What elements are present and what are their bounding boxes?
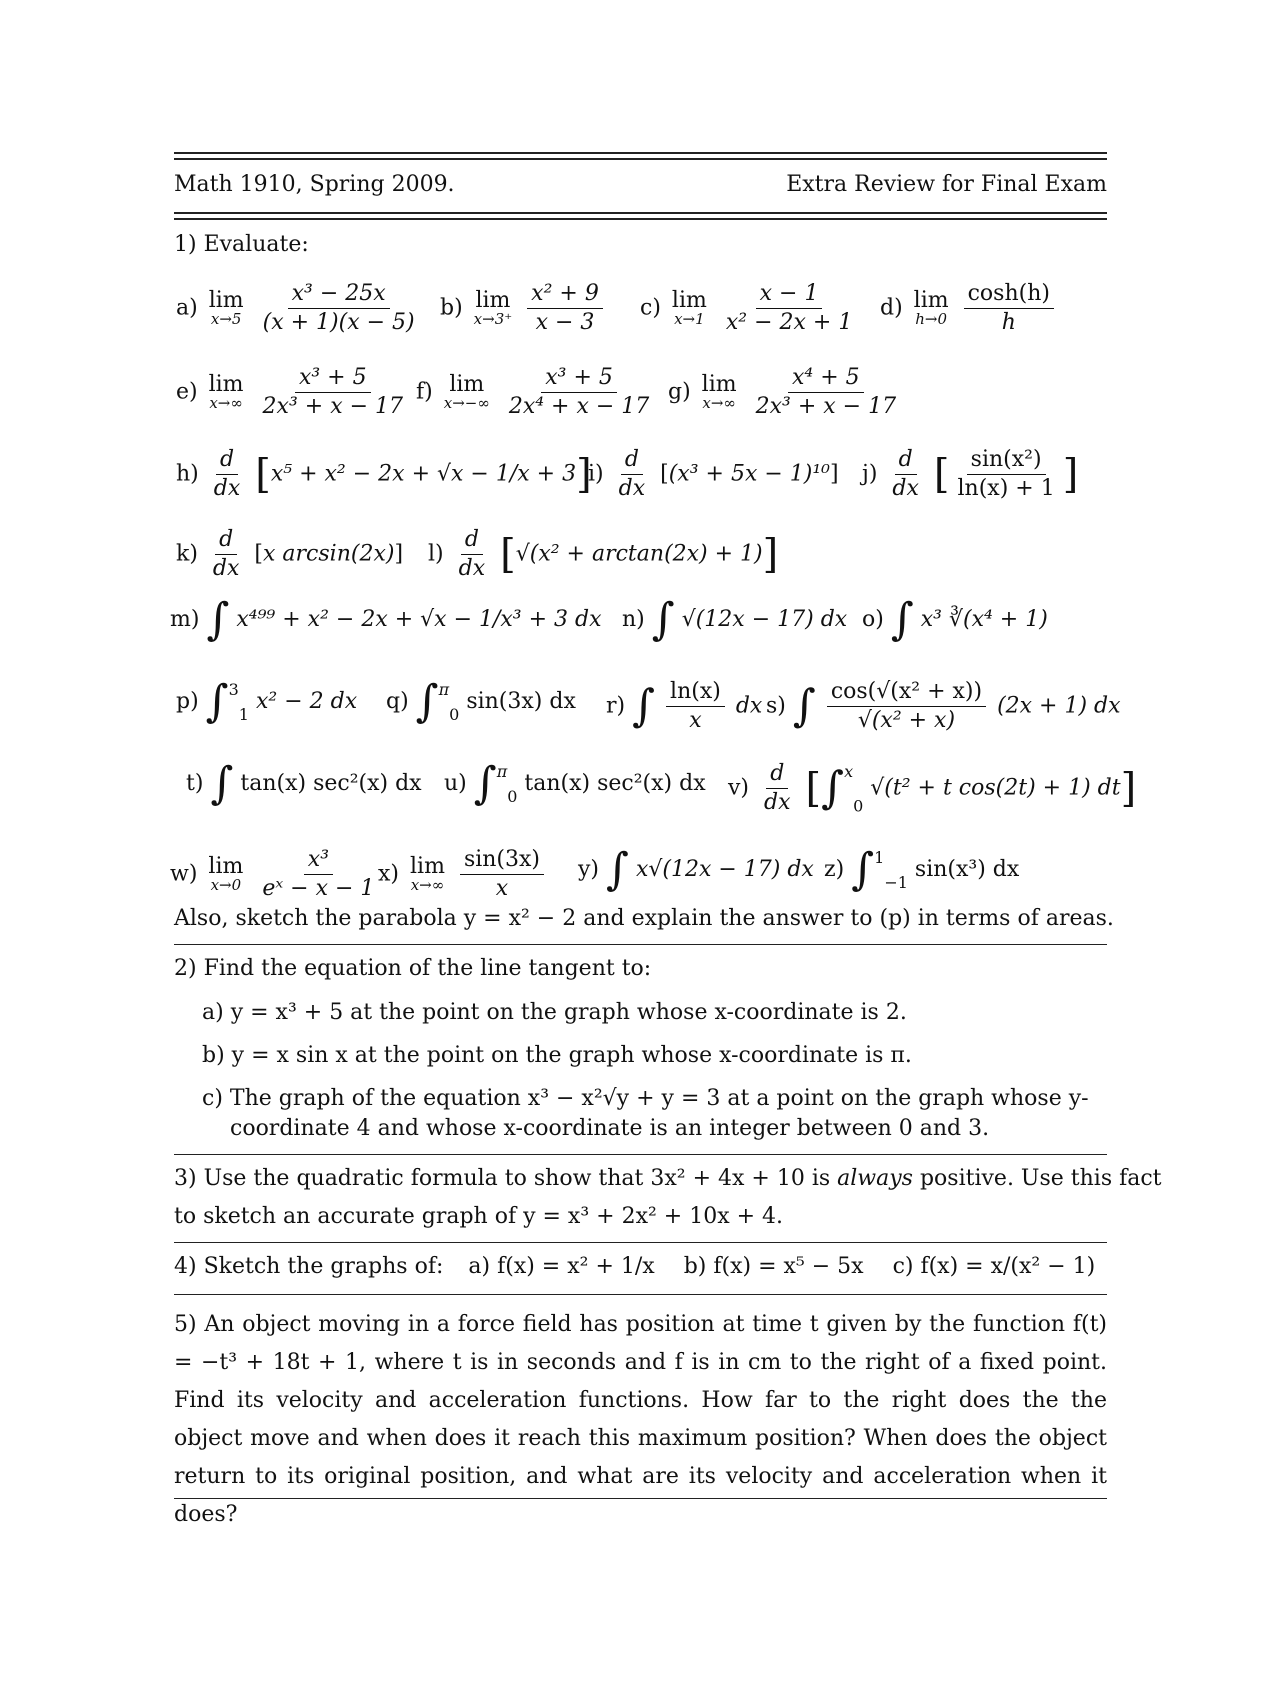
- lower-limit: 1: [238, 705, 249, 724]
- integral-sign: ∫: [821, 762, 845, 814]
- item-label: j): [862, 461, 878, 487]
- header-rule-bottom: [174, 212, 1107, 214]
- expression: x arcsin(2x): [263, 541, 395, 567]
- expression: sin(3x) dx: [466, 689, 576, 714]
- q1-x: [378, 848, 548, 901]
- item-label: h): [176, 461, 199, 487]
- differential: dx: [735, 693, 763, 719]
- item-label: m): [170, 607, 200, 632]
- expression: √(t² + t cos(2t) + 1) dt: [870, 775, 1121, 801]
- q2-c-line2: coordinate 4 and whose x-coordinate is an integer between 0 and 3.: [230, 1116, 990, 1141]
- q1-q: [386, 676, 576, 727]
- item-label: l): [428, 541, 444, 567]
- item-label: b): [440, 295, 463, 321]
- q1-j: j) $\frac{d}{dx}$ [ $\frac{\text{sin(x²)}}{\ln(x) + 1}$ ]: [862, 447, 1079, 502]
- item-label: n): [622, 607, 645, 632]
- limit: lim x→1: [671, 288, 707, 329]
- upper-limit: π: [496, 762, 508, 781]
- item-label: z): [824, 857, 845, 882]
- integral-sign: ∫: [792, 680, 816, 732]
- integral-sign: ∫: [473, 758, 497, 809]
- q2-a: a) y = x³ + 5 at the point on the graph whose x-coordinate is 2.: [202, 1000, 907, 1025]
- expression: (x³ + 5x − 1)¹⁰: [668, 461, 830, 487]
- integral-sign: ∫: [210, 758, 234, 809]
- q1-also: Also, sketch the parabola y = x² − 2 and explain the answer to (p) in terms of areas.: [174, 906, 1114, 931]
- integral-sign: ∫: [606, 844, 629, 895]
- integral-sign: ∫: [206, 594, 230, 645]
- q1-e: [176, 366, 411, 419]
- fraction: $\frac{\cosh(h)}{h}$: [964, 282, 1054, 335]
- item-label: s): [766, 693, 786, 719]
- limit: lim x→∞: [208, 372, 244, 413]
- fraction: $\frac{\text{x² + 9}}{x - 3}$: [527, 282, 603, 335]
- expression: x⁵ + x² − 2x + √x − 1/x + 3: [270, 461, 577, 487]
- q1-heading: 1) Evaluate:: [174, 232, 309, 257]
- derivative-operator: $\frac{d}{dx}$: [892, 447, 919, 502]
- q1-s: [766, 680, 1121, 733]
- q2-c-line1: c) The graph of the equation x³ − x²√y + y = 3 at a point on the graph whose y-: [202, 1086, 1089, 1111]
- lower-limit: 0: [507, 787, 518, 806]
- document-title: Extra Review for Final Exam: [786, 172, 1107, 197]
- expression: tan(x) sec²(x) dx: [240, 771, 422, 796]
- q2-heading: 2) Find the equation of the line tangent to:: [174, 956, 652, 981]
- q1-g: [668, 366, 904, 419]
- item-label: v): [728, 775, 750, 801]
- lower-limit: −1: [884, 873, 908, 892]
- item-label: k): [176, 541, 198, 567]
- q1-c: [640, 282, 860, 335]
- expression: √(12x − 17) dx: [681, 607, 848, 632]
- q1-w: [170, 848, 382, 901]
- upper-limit: 1: [874, 848, 885, 867]
- derivative-operator: $\frac{d}{dx}$: [213, 447, 241, 502]
- item-label: t): [186, 771, 204, 796]
- upper-limit: π: [438, 680, 450, 699]
- item-label: o): [862, 607, 884, 632]
- limit: lim x→5: [208, 288, 244, 329]
- integral-sign: ∫: [851, 844, 875, 895]
- fraction: $\frac{\text{x⁴ + 5}}{\text{2x³ + x − 17}}$: [755, 365, 897, 420]
- fraction: $\frac{\sin(3x)}{x}$: [460, 848, 544, 901]
- lower-limit: 0: [449, 705, 460, 724]
- section-rule: [174, 1498, 1107, 1499]
- header-rule-bottom-2: [174, 218, 1107, 220]
- q2-b: b) y = x sin x at the point on the graph whose x-coordinate is π.: [202, 1043, 912, 1068]
- fraction: $\frac{\ln(x)}{x}$: [666, 680, 725, 733]
- q1-z: [824, 844, 1020, 895]
- q1-n: [622, 594, 848, 645]
- fraction: $\frac{\text{cos(√(x² + x))}}{\text{√(x² + x)}}$: [827, 680, 986, 733]
- limit: lim x→0: [208, 854, 244, 895]
- fraction: $\frac{\text{x³ + 5}}{\text{2x⁴ + x − 17}}$: [508, 365, 650, 420]
- item-label: r): [606, 693, 626, 719]
- expression: x√(12x − 17) dx: [635, 857, 814, 882]
- expression: (2x + 1) dx: [997, 693, 1121, 719]
- expression: sin(x³) dx: [914, 857, 1020, 882]
- q1-f: [416, 366, 657, 419]
- q4-line: [174, 1254, 1095, 1279]
- q1-p: [176, 676, 358, 727]
- course-title: Math 1910, Spring 2009.: [174, 172, 455, 197]
- section-rule: [174, 1154, 1107, 1155]
- item-label: y): [578, 857, 600, 882]
- q1-r: [606, 680, 762, 733]
- q1-i: i) $\frac{d}{dx}$ [(x³ + 5x − 1)¹⁰]: [588, 447, 839, 502]
- lower-limit: 0: [853, 796, 864, 816]
- q1-v: v) $\frac{d}{dx}$ [∫$^x$0 √(t² + t cos(2t) + 1) dt]: [728, 761, 1137, 816]
- fraction: $\frac{\text{sin(x²)}}{\ln(x) + 1}$: [957, 447, 1055, 502]
- expression: √(x² + arctan(2x) + 1): [515, 541, 763, 567]
- item-label: p): [176, 689, 199, 714]
- item-label: c): [640, 295, 661, 321]
- fraction: $\frac{\text{x³ + 5}}{\text{2x³ + x − 17}}$: [262, 365, 404, 420]
- fraction: $\frac{x - 1}{\text{x² − 2x + 1}}$: [725, 281, 853, 336]
- upper-limit: x: [844, 762, 854, 781]
- limit: lim h→0: [913, 288, 949, 329]
- section-rule: [174, 944, 1107, 945]
- item-label: i): [588, 461, 604, 487]
- q1-d: [880, 282, 1058, 335]
- integral-sign: ∫: [651, 594, 675, 645]
- derivative-operator: $\frac{d}{dx}$: [764, 761, 791, 816]
- q1-h: h) $\frac{d}{dx}$ [x⁵ + x² − 2x + √x − 1/x + 3]: [176, 447, 592, 502]
- q4-c: c) f(x) = x/(x² − 1): [892, 1254, 1096, 1279]
- item-label: f): [416, 379, 433, 405]
- item-label: e): [176, 379, 198, 405]
- q1-t: [186, 758, 422, 809]
- upper-limit: 3: [228, 680, 239, 699]
- q1-l: l) $\frac{d}{dx}$ [√(x² + arctan(2x) + 1)]: [428, 527, 779, 582]
- integral-sign: ∫: [632, 680, 656, 732]
- q1-y: [578, 844, 814, 895]
- section-rule: [174, 1294, 1107, 1295]
- limit: lim x→3⁺: [473, 288, 513, 329]
- q1-u: [444, 758, 706, 809]
- item-label: g): [668, 379, 691, 405]
- q1-k: k) $\frac{d}{dx}$ [x arcsin(2x)]: [176, 527, 404, 582]
- integral-sign: ∫: [890, 594, 914, 645]
- expression: tan(x) sec²(x) dx: [524, 771, 706, 796]
- q4-lead: 4) Sketch the graphs of:: [174, 1254, 444, 1279]
- q1-a: [176, 282, 423, 335]
- limit: lim x→∞: [701, 372, 737, 413]
- item-label: u): [444, 771, 467, 796]
- q1-o: [862, 594, 1048, 645]
- q5-paragraph: 5) An object moving in a force field has position at time t given by the function f(t) = −t³ + 18t + 1, where t is in seconds and f is in cm to the right of a fixed point. Find its velocity and acceleration functions. How far to the right does the the object move and when does it reach this maximum position? When does the object return to its original position, and what are its velocity and acceleration when it does?: [174, 1312, 1107, 1527]
- header-rule-top: [174, 152, 1107, 154]
- derivative-operator: $\frac{d}{dx}$: [618, 447, 646, 502]
- limit: lim x→−∞: [443, 372, 490, 413]
- fraction: $\frac{\text{x³}}{\text{eˣ − x − 1}}$: [262, 847, 375, 902]
- item-label: x): [378, 861, 399, 887]
- q3-line1: 3) Use the quadratic formula to show that 3x² + 4x + 10 is always positive. Use this fact: [174, 1166, 1162, 1191]
- derivative-operator: $\frac{d}{dx}$: [212, 527, 240, 582]
- item-label: q): [386, 689, 409, 714]
- q1-m: [170, 594, 602, 645]
- derivative-operator: $\frac{d}{dx}$: [458, 527, 486, 582]
- item-label: d): [880, 295, 903, 321]
- q3-line2: to sketch an accurate graph of y = x³ + 2x² + 10x + 4.: [174, 1204, 784, 1229]
- limit: lim x→∞: [410, 854, 445, 895]
- header-rule-top-2: [174, 158, 1107, 160]
- integral-sign: ∫: [205, 676, 229, 727]
- q4-b: b) f(x) = x⁵ − 5x: [683, 1254, 864, 1279]
- q4-a: a) f(x) = x² + 1/x: [468, 1254, 655, 1279]
- expression: x² − 2 dx: [255, 689, 358, 714]
- item-label: a): [176, 295, 198, 321]
- integral-sign: ∫: [415, 676, 439, 727]
- expression: x⁴⁹⁹ + x² − 2x + √x − 1/x³ + 3 dx: [236, 607, 602, 632]
- section-rule: [174, 1242, 1107, 1243]
- q1-b: [440, 282, 607, 335]
- expression: x³ ∛(x⁴ + 1): [920, 607, 1048, 632]
- item-label: w): [170, 861, 198, 887]
- fraction: $\frac{\text{x³ − 25x}}{(x + 1)(x - 5)}$: [262, 281, 415, 336]
- emphasis: always: [837, 1166, 913, 1191]
